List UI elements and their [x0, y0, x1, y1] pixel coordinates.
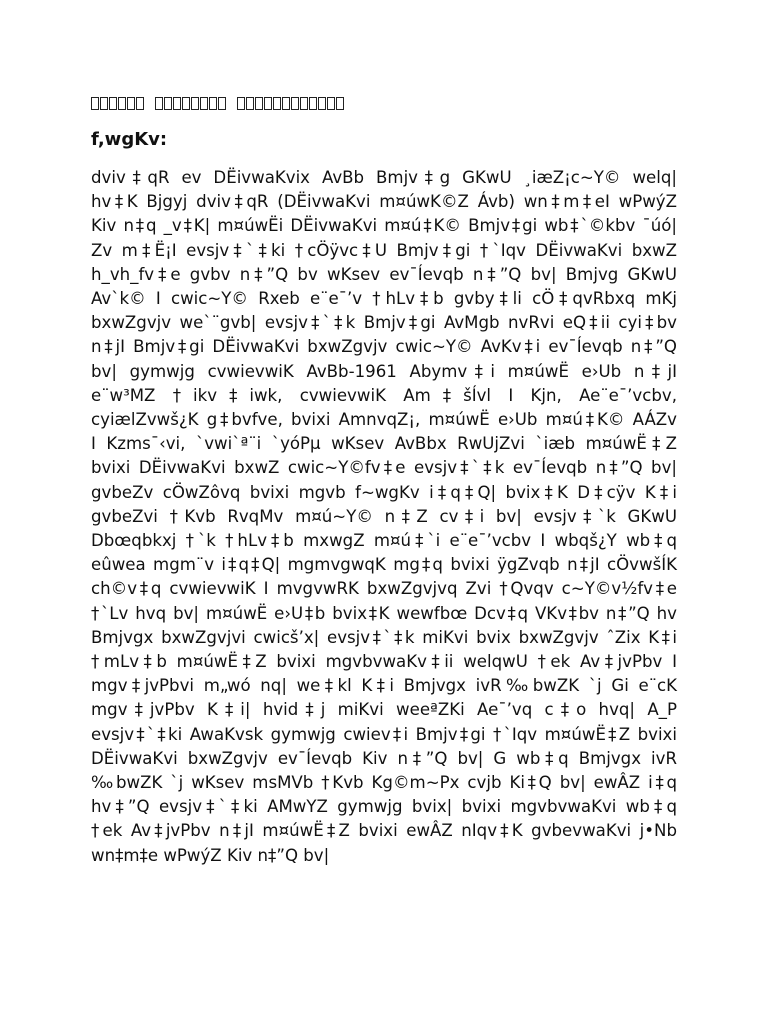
text-line: DËivwaKvi bxwZgvjv ev¯Íevqb Kiv n‡”Q bv| G wb‡q Bmjvgx ivR [91, 748, 677, 768]
missing-glyph-box [182, 97, 190, 110]
text-line: bvixi DËivwaKvi bxwZ cwic~Y©fv‡e evsjv‡`‡k ev¯Íevqb n‡”Q bv| [91, 458, 677, 478]
text-line: bxwZgvjv we`¨gvb| evsjv‡`‡k Bmjv‡gi AvMgb nvRvi eQ‡ii cyi‡bv [91, 313, 677, 333]
missing-glyph-box [164, 97, 172, 110]
text-line: I Kzms¯‹vi, `vwi`ª¨i `yóPµ wKsev AvBbx RwUjZvi `iæb m¤úwË‡Z [91, 434, 677, 454]
text-line: mgv‡jvPbv K‡i| hvid‡j miKvi weeªZKi Ae¯’vq c‡o hvq| A_P [91, 700, 677, 720]
missing-glyph-box [246, 97, 254, 110]
missing-glyph-box [191, 97, 199, 110]
text-line: wn‡m‡e wPwýZ Kiv n‡”Q bv| [91, 845, 330, 865]
missing-glyph-box [118, 97, 126, 110]
section-heading: f,wgKv: [91, 129, 168, 150]
text-line: Kiv n‡q _v‡K| m¤úwËi DËivwaKvi m¤ú‡K© Bmjv‡gi wb‡`©kbv ¯úó| [91, 216, 677, 236]
missing-glyph-box [136, 97, 144, 110]
text-line: †mLv‡b m¤úwË‡Z bvixi mgvbvwaKv‡ii welqwU †ek Av‡jvPbv I [91, 652, 677, 672]
text-line: e¨w³MZ †ikv‡iwk, cvwievwiK Am‡šÍvl I Kjn, Ae¨e¯’vcbv, [91, 385, 677, 405]
text-line: †ek Av‡jvPbv n‡jI m¤úwË‡Z bvixi ewÂZ nIqv‡K gvbevwaKvi j•Nb [91, 821, 677, 841]
text-line: Bmjvgx bxwZgvjvi cwicš’x| evsjv‡`‡k miKvi bvix bxwZgvjv ˆZix K‡i [91, 627, 677, 647]
text-line: Dbœqbkxj †`k †hLv‡b mxwgZ m¤ú‡`i e¨e¯’vcbv I wbqš¿Y wb‡q [91, 531, 677, 551]
text-line: Zv m‡Ë¡I evsjv‡`‡ki †cÖÿvc‡U Bmjv‡gi †`Iqv DËivwaKvi bxwZ [91, 240, 677, 260]
text-line: eûwea mgm¨v i‡q‡Q| mgmvgwqK mg‡q bvixi ÿgZvqb n‡jI cÖvwšÍK [91, 555, 677, 575]
text-line: ch©v‡q cvwievwiK I mvgvwRK bxwZgvjvq Zvi †Qvqv c~Y©v½fv‡e [91, 579, 677, 599]
text-line: hv‡K Bjgyj dviv‡qR (DËivwaKvi m¤úwK©Z Ávb) wn‡m‡eI wPwýZ [91, 192, 677, 212]
missing-glyph-box [200, 97, 208, 110]
missing-glyph-box [209, 97, 217, 110]
text-line: gvbeZvi †Kvb RvqMv m¤ú~Y© n‡Z cv‡i bv| evsjv‡`k GKwU [91, 506, 677, 526]
document-title-missing-glyphs [91, 92, 345, 114]
missing-glyph-box [100, 97, 108, 110]
missing-glyph-box [237, 97, 245, 110]
missing-glyph-box [327, 97, 335, 110]
text-line: hv‡”Q evsjv‡`‡ki AMwYZ gymwjg bvix| bvixi mgvbvwaKvi wb‡q [91, 797, 677, 817]
missing-glyph-box [155, 97, 163, 110]
text-line: evsjv‡`‡ki AwaKvsk gymwjg cwiev‡i Bmjv‡gi †`Iqv m¤úwË‡Z bvixi [91, 724, 677, 744]
missing-glyph-box [109, 97, 117, 110]
text-line: mgv‡jvPbvi m„wó nq| we‡kl K‡i Bmjvgx ivR‰bwZK `j Gi e¨cK [91, 676, 677, 696]
missing-glyph-box [273, 97, 281, 110]
missing-glyph-box [264, 97, 272, 110]
text-line: n‡jI Bmjv‡gi DËivwaKvi bxwZgvjv cwic~Y© AvKv‡i ev¯Íevqb n‡”Q [91, 337, 677, 357]
missing-glyph-box [309, 97, 317, 110]
text-line: †`Lv hvq bv| m¤úwË e›U‡b bvix‡K wewfbœ Dcv‡q VKv‡bv n‡”Q hv [91, 603, 677, 623]
text-line: dviv‡qR ev DËivwaKvix AvBb Bmjv‡g GKwU ¸iæZ¡c~Y© welq| [91, 168, 677, 187]
text-line: cyiælZvwš¿K g‡bvfve, bvixi AmnvqZ¡, m¤úwË e›Ub m¤ú‡K© AÁZv [91, 410, 677, 430]
text-line: bv| gymwjg cvwievwiK AvBb-1961 Abymv‡i m¤úwË e›Ub n‡jI [91, 361, 677, 381]
missing-glyph-box [173, 97, 181, 110]
missing-glyph-box [127, 97, 135, 110]
missing-glyph-box [255, 97, 263, 110]
missing-glyph-box [291, 97, 299, 110]
text-line: h_vh_fv‡e gvbv n‡”Q bv wKsev ev¯Íevqb n‡”Q bv| Bmjvg GKwU [91, 264, 677, 284]
missing-glyph-box [336, 97, 344, 110]
text-line: ‰bwZK `j wKsev msMVb †Kvb Kg©m~Px cvjb Ki‡Q bv| ewÂZ i‡q [91, 773, 677, 793]
missing-glyph-box [300, 97, 308, 110]
missing-glyph-box [282, 97, 290, 110]
text-line: gvbeZv cÖwZôvq bvixi mgvb f~wgKv i‡q‡Q| bvix‡K D‡cÿv K‡i [91, 482, 677, 502]
missing-glyph-box [218, 97, 226, 110]
missing-glyph-box [91, 97, 99, 110]
body-paragraph [91, 166, 677, 868]
text-line: Av`k© I cwic~Y© Rxeb e¨e¯’v †hLv‡b gvby‡li cÖ‡qvRbxq mKj [91, 289, 677, 309]
missing-glyph-box [318, 97, 326, 110]
